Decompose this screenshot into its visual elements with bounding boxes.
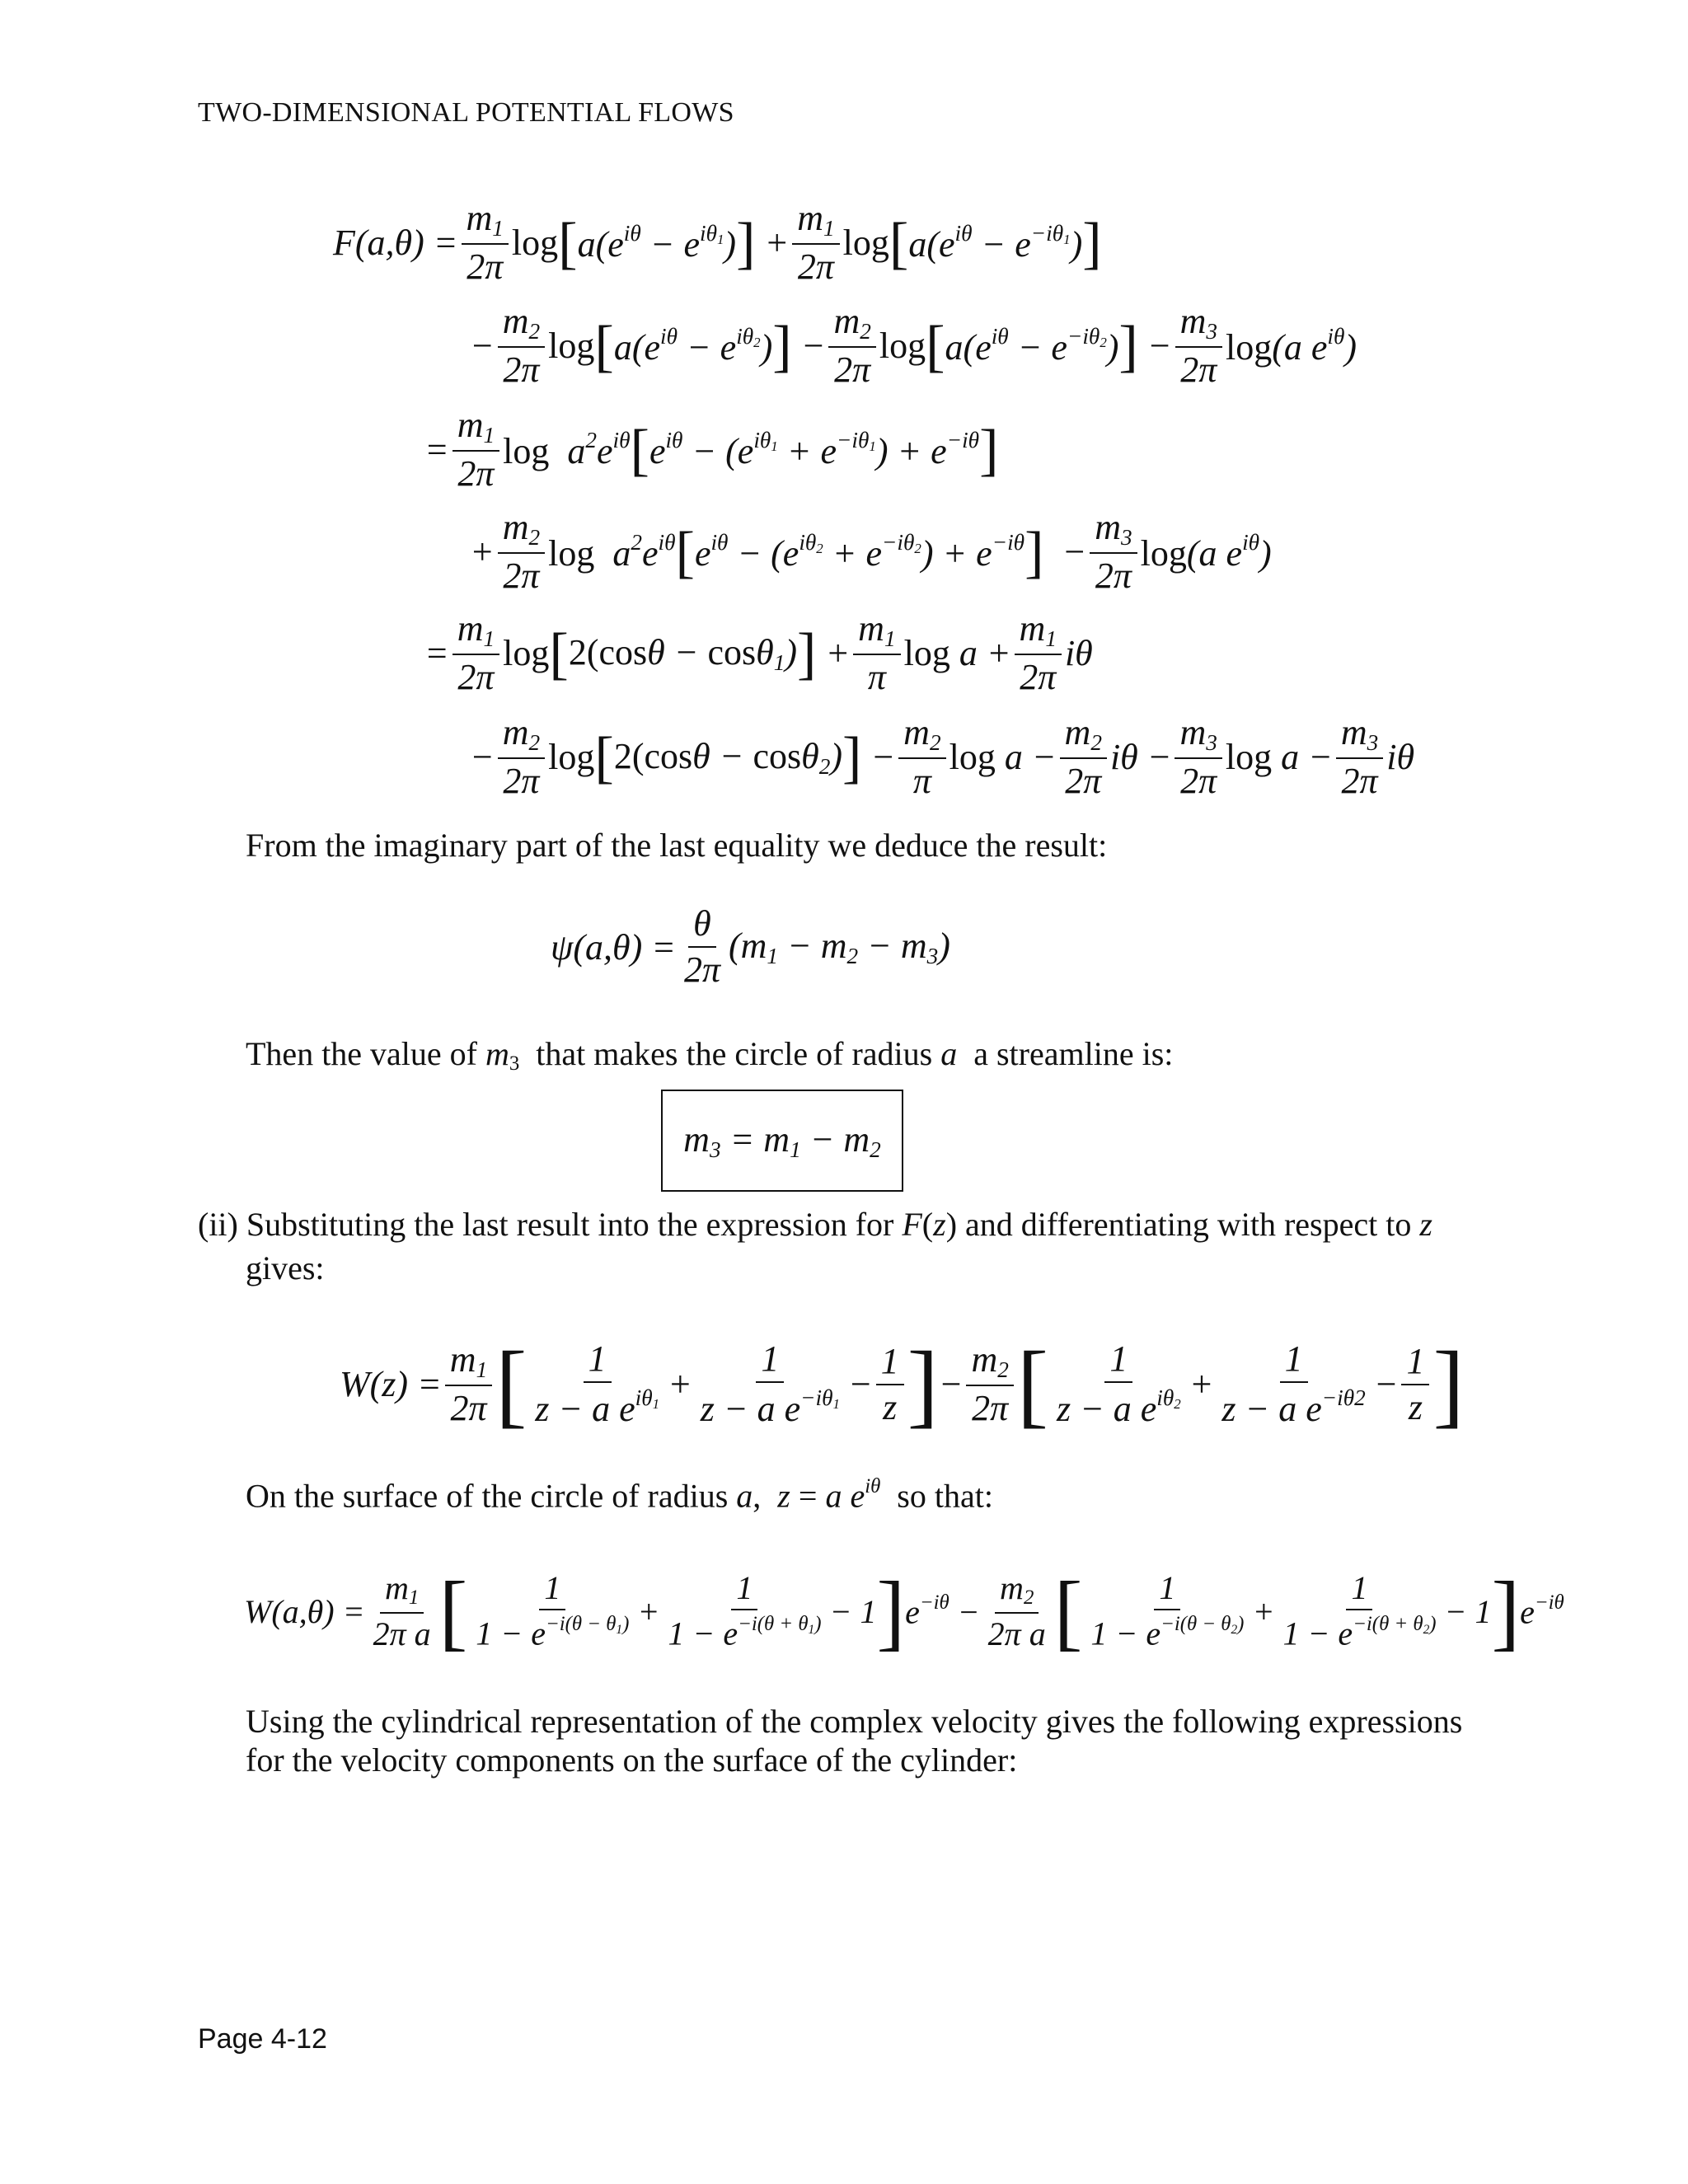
equation-F-line2: − $\frac{m_2}{2\pi}$ log [ $a(e^{i\theta} - e^{i\theta_2})$ ] − $\frac{m_2}{2\pi}$ log [ $a(e^{i\theta} - e^{-i\theta_2})$ ] − $\frac{m_3}{2\pi}$ log(a $e^{i\theta}$): [470, 301, 1357, 391]
equation-F-line1: F(a,θ) = $\frac{m_1}{2\pi}$ log [ $a(e^{i\theta} - e^{i\theta_1})$ ] + $\frac{m_1}{2\pi}$ log [ $a(e^{i\theta} - e^{-i\theta_1})$ ]: [333, 198, 1102, 288]
running-header: TWO-DIMENSIONAL POTENTIAL FLOWS: [198, 97, 734, 128]
page-number: Page 4-12: [198, 2023, 327, 2055]
equation-F-line3: = $\frac{m_1}{2\pi}$ $\log a^2e^{i\theta}$ [ $e^{i\theta} - (e^{i\theta_1} + e^{-i\theta_1}) + e^{-i\theta}$ ]: [424, 405, 999, 494]
equation-W-a-theta: W(a,θ) = $\frac{m_1}{\text{2π a}}$ [ $\frac{1}{1 - e^{-i(\theta - \theta_1)}}$ + $\frac{1}{1 - e^{-i(\theta + \theta_1)}}$ − 1 ] $e^{-i\theta}$ − $\frac{m_2}{\text{2π a}}$ [ $\frac{1}{1 - e^{-i(\theta - \theta_2)}}$ + $\frac{1}{1 - e^{-i(\theta + \theta_2)}}$ − 1 ] $e^{-i\theta}$: [244, 1563, 1564, 1659]
paragraph-surface: On the surface of the circle of radius a, z = a $e^{i\theta}$ so that:: [246, 1475, 993, 1515]
paragraph-imaginary-part: From the imaginary part of the last equality we deduce the result:: [246, 827, 1108, 864]
equation-F-line5: = $\frac{m_1}{2\pi}$ log [ 2(cosθ − cosθ$_1$) ] + $\frac{m_1}{\pi}$ log a + $\frac{m_1}{2\pi}$ iθ: [424, 608, 1093, 698]
equation-F-line4: + $\frac{m_2}{2\pi}$ $\log a^2e^{i\theta}$ [ $e^{i\theta} - (e^{i\theta_2} + e^{-i\theta_2}) + e^{-i\theta}$ ] − $\frac{m_3}{2\pi}$ log(a $e^{i\theta}$): [470, 507, 1272, 597]
boxed-result-m3: $m_3 = m_1 - m_2$: [661, 1090, 903, 1192]
paragraph-substituting: (ii) Substituting the last result into the expression for F(z) and differentiating with respect to z: [198, 1206, 1432, 1243]
equation-W-z: W(z) = $\frac{m_1}{2\pi}$ [ $\frac{1}{z - a e^{i\theta_1}}$ + $\frac{1}{z - a e^{-i\theta_1}}$ − $\frac{1}{z}$ ] − $\frac{m_2}{2\pi}$ [ $\frac{1}{z - a e^{i\theta_2}}$ + $\frac{1}{z - a e^{-i\theta 2}}$ − $\frac{1}{z}$ ]: [340, 1331, 1465, 1436]
paragraph-gives: gives:: [246, 1249, 325, 1286]
equation-F-line6: − $\frac{m_2}{2\pi}$ log [ 2(cosθ − cosθ$_2$) ] − $\frac{m_2}{\pi}$ log a − $\frac{m_2}{2\pi}$ iθ − $\frac{m_3}{2\pi}$ log a − $\frac{m_3}{2\pi}$ iθ: [470, 712, 1415, 802]
paragraph-cylindrical-line2: for the velocity components on the surface of the cylinder:: [246, 1741, 1018, 1779]
paragraph-cylindrical-line1: Using the cylindrical representation of the complex velocity gives the following expressions: [246, 1703, 1463, 1740]
equation-psi: ψ(a,θ) = $\frac{\theta}{2\pi}$ $(m_1 - m_2 - m_3)$: [551, 903, 950, 991]
paragraph-streamline: Then the value of $m_3$ that makes the circle of radius a a streamline is:: [246, 1035, 1174, 1076]
